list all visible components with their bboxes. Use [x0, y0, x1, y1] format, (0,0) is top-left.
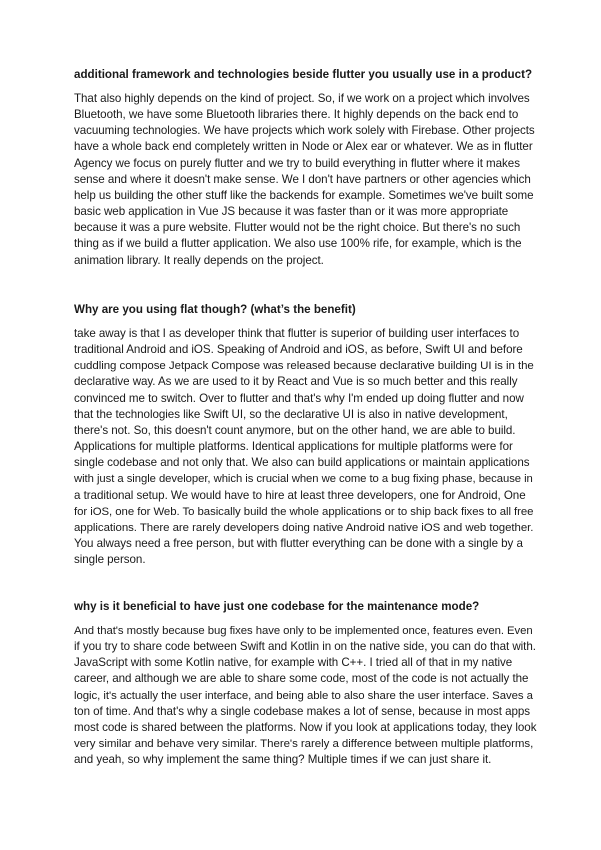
paragraph-line: a traditional setup. We would have to hire at least three developers, one for Android, One — [74, 488, 526, 502]
section-heading: additional framework and technologies beside flutter you usually use in a product? — [74, 68, 533, 81]
paragraph-line: vacuuming technologies. We have projects which work solely with Firebase. Other projects — [74, 124, 535, 138]
section-heading: Why are you using flat though? (what’s the benefit) — [74, 303, 356, 316]
paragraph-line: logic, it's actually the user interface, and being able to also share the user interface. Saves a — [74, 689, 533, 702]
paragraph-line: most code is shared between the platforms. Now if you look at applications today, they look — [74, 720, 537, 734]
paragraph-line: career, and although we are able to share some code, most of the code is not actually the — [74, 672, 529, 686]
paragraph-line: if you try to share code between Swift and Kotlin in on the native side, you can do that with. — [74, 640, 536, 654]
section-frameworks — [74, 67, 536, 269]
section-benefit — [74, 302, 536, 568]
paragraph-line: have a whole back end completely written in Node or Alex ear or whatever. We as in flutter — [74, 140, 533, 154]
paragraph-line: You always need a free person, but with flutter everything can be done with a single by a — [74, 537, 523, 551]
section-codebase — [74, 599, 536, 768]
paragraph-line: cuddling compose Jetpack Compose was released because declarative building UI is in the — [74, 360, 534, 373]
paragraph-line: that the technologies like Swift UI, so the declarative UI is also in native development, — [74, 407, 508, 421]
section-paragraph — [74, 623, 536, 768]
paragraph-line: declarative way. As we are used to it by React and Vue is so much better and this really — [74, 375, 518, 389]
paragraph-line: and yeah, so why implement the same thing? Multiple times if we can just share it. — [74, 753, 492, 767]
section-paragraph — [74, 91, 536, 269]
paragraph-line: applications. There are rarely developers doing native Android native iOS and web together. — [74, 521, 534, 534]
paragraph-line: convinced me to switch. Over to flutter and that's why I'm ended up doing flutter and now — [74, 391, 524, 405]
paragraph-line: very similar and behave very similar. There's rarely a difference between multiple platforms, — [74, 738, 534, 751]
paragraph-line: thing as if we build a flutter application. We also use 100% rife, for example, which is the — [74, 237, 522, 251]
section-heading: why is it beneficial to have just one codebase for the maintenance mode? — [74, 600, 480, 613]
paragraph-line: traditional Android and iOS. Speaking of Android and iOS, as before, Swift UI and before — [74, 343, 523, 357]
paragraph-line: Bluetooth, we have some Bluetooth libraries there. It highly depends on the back end to — [74, 108, 519, 122]
paragraph-line: there's not. So, this doesn't count anymore, but on the other hand, we are able to build. — [74, 423, 516, 437]
paragraph-line: basic web application in Vue JS because it was faster than or it was more appropriate — [74, 205, 509, 219]
paragraph-line: help us building the other stuff like the backends for example. Sometimes we've built some — [74, 188, 534, 202]
paragraph-line: ton of time. And that's why a single codebase makes a lot of sense, because in most apps — [74, 704, 531, 718]
paragraph-line: animation library. It really depends on the project. — [74, 253, 324, 267]
paragraph-line: single person. — [74, 553, 146, 567]
paragraph-line: single codebase and not only that. We also can build applications or maintain applications — [74, 456, 530, 470]
paragraph-line: take away is that I as developer think that flutter is superior of building user interfaces to — [74, 327, 520, 340]
paragraph-line: Agency we focus on purely flutter and we try to build everything in flutter where it makes — [74, 156, 520, 170]
paragraph-line: And that's mostly because bug fixes have only to be implemented once, features even. Even — [74, 625, 533, 637]
paragraph-line: That also highly depends on the kind of project. So, if we work on a project which involves — [74, 92, 530, 105]
paragraph-line: JavaScript with some Kotlin native, for example with C++. I tried all of that in my native — [74, 656, 513, 670]
paragraph-line: because it was a pure website. Flutter would not be the right choice. But there's no such — [74, 221, 521, 235]
paragraph-line: Applications for multiple platforms. Identical applications for multiple platforms were for — [74, 440, 513, 454]
paragraph-line: for iOS, one for Web. To basically build the whole applications or to ship back fixes to all free — [74, 505, 534, 518]
paragraph-line: sense and where it doesn't make sense. We I don't have partners or other agencies which — [74, 172, 531, 186]
paragraph-line: with just a single developer, which is crucial when we come to a bug fixing phase, because in — [74, 473, 533, 486]
section-paragraph — [74, 326, 536, 568]
